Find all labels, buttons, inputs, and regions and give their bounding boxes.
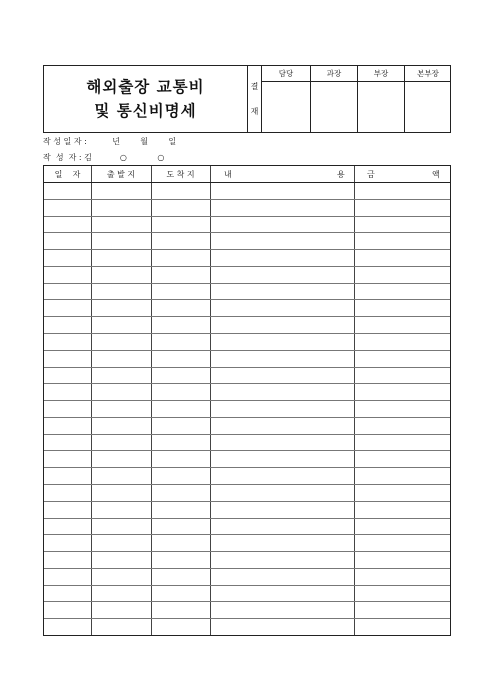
header-date: 일 자 (54, 169, 81, 179)
header-amount-left: 금 (367, 169, 375, 179)
document-header (43, 65, 451, 133)
table-row-line (44, 568, 450, 569)
date-line: 작 성 일 자 : 년 월 일 (43, 137, 177, 146)
approval-box (247, 66, 451, 132)
header-divider (44, 182, 450, 183)
approval-role-division-head: 본부장 (405, 66, 451, 82)
approval-role-director: 부장 (358, 66, 404, 82)
table-row-line (44, 585, 450, 586)
table-row-line (44, 383, 450, 384)
table-row-line (44, 333, 450, 334)
table-row-line (44, 266, 450, 267)
header-amount-right: 액 (432, 169, 440, 179)
table-row-line (44, 450, 450, 451)
table-row-line (44, 350, 450, 351)
header-content-right: 용 (337, 169, 345, 179)
approval-col-director (357, 66, 404, 132)
table-row-line (44, 484, 450, 485)
header-content-left: 내 (224, 169, 232, 179)
approval-label-top: 결 (250, 82, 259, 91)
header-departure: 출 발 지 (106, 169, 136, 179)
approval-col-staff (262, 66, 310, 132)
table-row-line (44, 232, 450, 233)
title-line-1: 해외출장 교통비 (86, 78, 205, 96)
table-row-line (44, 299, 450, 300)
table-row-line (44, 216, 450, 217)
header-arrival: 도 착 지 (166, 169, 195, 179)
expense-table (43, 165, 451, 636)
table-row-line (44, 534, 450, 535)
table-row-line (44, 316, 450, 317)
approval-role-manager: 과장 (311, 66, 357, 82)
document-title (44, 66, 247, 132)
approval-label (248, 66, 262, 132)
title-line-2: 및 통신비명세 (94, 102, 197, 120)
table-row-line (44, 199, 450, 200)
approval-label-bottom: 재 (250, 107, 259, 116)
table-row-line (44, 367, 450, 368)
table-row-line (44, 249, 450, 250)
table-row-line (44, 283, 450, 284)
approval-role-staff: 담당 (262, 66, 310, 82)
table-row-line (44, 551, 450, 552)
table-row-line (44, 434, 450, 435)
approval-col-division-head (404, 66, 451, 132)
approval-col-manager (310, 66, 357, 132)
author-line: 작 성 자 : 김 ○ ○ (43, 153, 165, 162)
table-row-line (44, 518, 450, 519)
table-row-line (44, 618, 450, 619)
table-row-line (44, 601, 450, 602)
table-row-line (44, 467, 450, 468)
table-row-line (44, 400, 450, 401)
table-row-line (44, 501, 450, 502)
table-row-line (44, 417, 450, 418)
